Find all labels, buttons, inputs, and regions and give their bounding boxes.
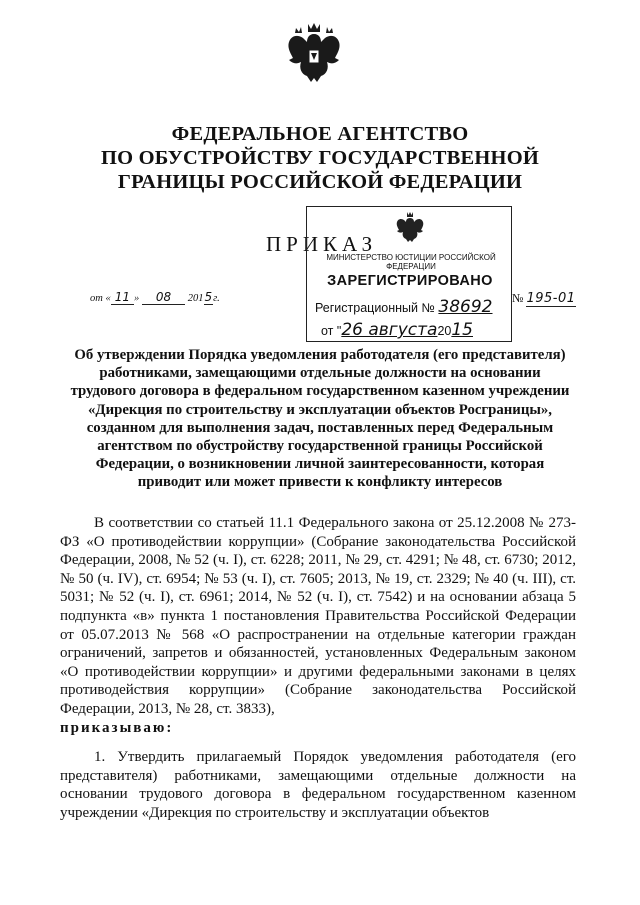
order-item-1 xyxy=(60,748,576,822)
date-year-prefix: 201 xyxy=(187,293,204,304)
stamp-date-year: 15 xyxy=(451,320,473,340)
agency-line-3: ГРАНИЦЫ РОССИЙСКОЙ ФЕДЕРАЦИИ xyxy=(117,171,523,193)
order-subject: Об утверждении Порядка уведомления работодателя (его представителя) работниками, замещающими отдельные должности на основании трудового договора в федеральном государственном казенном учреждении «Дирекция по строительству и эксплуатации объектов Росграницы», созданном для выполнения задач, поставленных перед Федеральным агентством по обустройству государственной границы Российской Федерации, о возникновении личной заинтересованности, которая приводит или может привести к конфликту интересов xyxy=(70,347,570,491)
order-date xyxy=(90,290,220,305)
order-number-value: 195-01 xyxy=(526,291,576,306)
stamp-date-label: от " xyxy=(321,324,342,338)
document-type-heading: ПРИКАЗ xyxy=(266,232,378,256)
date-prefix: от « xyxy=(90,293,111,304)
stamp-reg-label: Регистрационный № xyxy=(315,301,435,315)
agency-line-1: ФЕДЕРАЛЬНОЕ АГЕНТСТВО xyxy=(171,123,469,145)
preamble-paragraph: В соответствии со статьей 11.1 Федерального закона от 25.12.2008 № 273-ФЗ «О противодействии коррупции» (Собрание законодательства Российской Федерации, 2008, № 52 (ч. I), ст. 6228; 2011, № 29, ст. 4291; № 48, ст. 6730; 2012, № 50 (ч. IV), ст. 6954; № 53 (ч. I), ст. 7605; 2013, № 19, ст. 2329; № 40 (ч. III), ст. 5031; № 52 (ч. I), ст. 6961; 2014, № 52 (ч. I), ст. 7542) и на основании абзаца 5 подпункта «в» пункта 1 постановления Правительства Российской Федерации от 05.07.2013 № 568 «О распространении на отдельные категории граждан ограничений, запретов и обязанностей, установленных Федеральным законом «О противодействии коррупции» и другими федеральными законами в целях противодействия коррупции» (Собрание законодательства Российской Федерации, 2013, № 28, ст. 3833), xyxy=(60,515,576,717)
item-1-text: 1. Утвердить прилагаемый Порядок уведомления работодателя (его представителя) работниками, замещающими отдельные должности на основании трудового договора в федеральном государственном казенном учреждении «Дирекция по строительству и эксплуатации объектов xyxy=(60,749,576,821)
order-word: приказываю: xyxy=(60,719,174,736)
stamp-emblem-icon xyxy=(395,211,425,245)
agency-title xyxy=(60,122,580,194)
stamp-registration-number xyxy=(315,297,493,317)
registration-stamp xyxy=(306,206,512,342)
stamp-reg-number-value: 38692 xyxy=(438,297,493,317)
order-preamble xyxy=(60,514,576,737)
stamp-registration-date xyxy=(321,320,473,340)
stamp-registered-label: ЗАРЕГИСТРИРОВАНО xyxy=(327,273,493,289)
date-day: 11 xyxy=(111,290,134,305)
stamp-date-year-prefix: 20 xyxy=(437,324,452,338)
order-number xyxy=(512,291,576,306)
stamp-date-value: 26 августа xyxy=(341,320,438,340)
date-year-suffix: г. xyxy=(213,293,220,304)
stamp-ministry-name: МИНИСТЕРСТВО ЮСТИЦИИ РОССИЙСКОЙ ФЕДЕРАЦИИ xyxy=(326,253,496,271)
date-year-digit: 5 xyxy=(204,290,213,304)
date-month: 08 xyxy=(142,290,185,305)
order-number-prefix: № xyxy=(512,291,524,305)
agency-line-2: ПО ОБУСТРОЙСТВУ ГОСУДАРСТВЕННОЙ xyxy=(101,147,539,169)
coat-of-arms-emblem xyxy=(283,20,345,90)
date-mid: » xyxy=(134,293,140,304)
